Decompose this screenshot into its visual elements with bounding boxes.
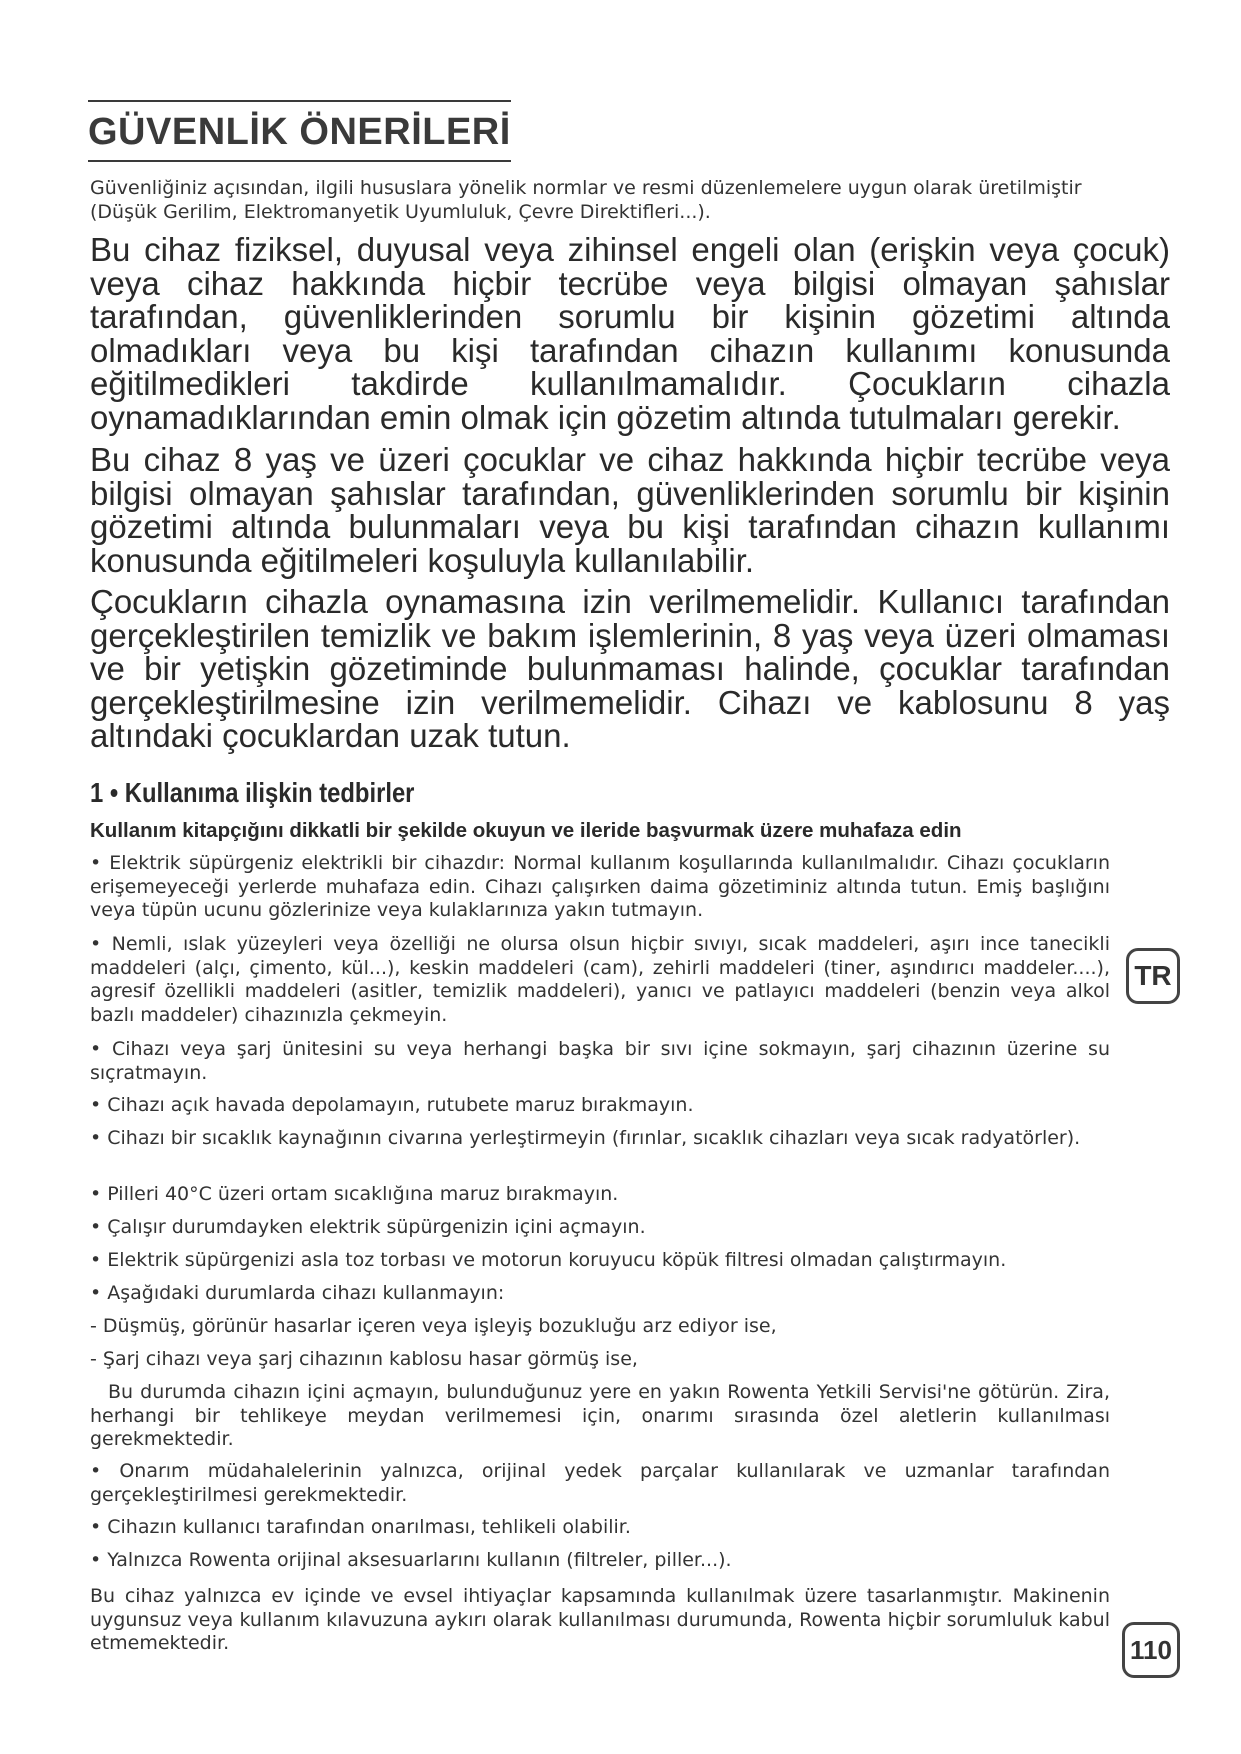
list-item: • Yalnızca Rowenta orijinal aksesuarlarını kullanın (filtreler, piller...). [90,1549,732,1571]
closing-paragraph: Bu cihaz yalnızca ev içinde ve evsel ihtiyaçlar kapsamında kullanılmak üzere tasarlanmıştır. Makinenin uygunsuz veya kullanım kılavuzuna aykırı olarak kullanılması durumunda, Rowenta hiçbir sorumluluk kabul etmemektedir. [90,1585,1110,1654]
list-item: • Aşağıdaki durumlarda cihazı kullanmayın: [90,1282,505,1304]
list-item: - Şarj cihazı veya şarj cihazının kablosu hasar görmüş ise, [90,1348,638,1370]
warning-paragraph-3: Çocukların cihazla oynamasına izin verilmemelidir. Kullanıcı tarafından gerçekleştirilen temizlik ve bakım işlemlerinin, 8 yaş veya üzeri olmaması ve bir yetişkin gözetiminde bulunmaması halinde, çocuklar tarafından gerçekleştirilmesine izin verilmemelidir. Cihazı ve kablosunu 8 yaş altındaki çocuklardan uzak tutun. [90,583,1170,754]
list-item: Bu durumda cihazın içini açmayın, bulunduğunuz yere en yakın Rowenta Yetkili Servisi'ne götürün. Zira, herhangi bir tehlikeye meydan verilmemesi için, onarımı sırasında özel aletlerin kullanılması gerekmektedir. [90,1381,1110,1450]
section-title: 1 • Kullanıma ilişkin tedbirler [90,777,415,808]
page-title: GÜVENLİK ÖNERİLERİ [88,100,511,162]
list-item: • Çalışır durumdayken elektrik süpürgenizin içini açmayın. [90,1216,646,1238]
list-item: - Düşmüş, görünür hasarlar içeren veya işleyiş bozukluğu arz ediyor ise, [90,1315,777,1337]
intro-paragraph: Güvenliğiniz açısından, ilgili hususlara yönelik normlar ve resmi düzenlemelere uygun olarak üretilmiştir (Düşük Gerilim, Elektromanyetik Uyumluluk, Çevre Direktifleri...). [90,177,1082,223]
list-item: • Elektrik süpürgeniz elektrikli bir cihazdır: Normal kullanım koşullarında kullanılmalıdır. Cihazı çocukların erişemeyeceği yerlerde muhafaza edin. Cihazı çalışırken daima gözetiminiz altında tutun. Emiş başlığını veya tüpün ucunu gözlerinize veya kulaklarınıza yakın tutmayın. [90,852,1110,921]
list-item: • Onarım müdahalelerinin yalnızca, orijinal yedek parçalar kullanılarak ve uzmanlar tarafından gerçekleştirilmesi gerekmektedir. [90,1460,1110,1506]
warning-paragraph-1: Bu cihaz fiziksel, duyusal veya zihinsel engeli olan (erişkin veya çocuk) veya cihaz hakkında hiçbir tecrübe veya bilgisi olmayan şahıslar tarafından, güvenliklerinden sorumlu bir kişinin gözetimi altında olmadıkları veya bu kişi tarafından cihazın kullanımı konusunda eğitilmedikleri takdirde kullanılmamalıdır. Çocukların cihazla oynamadıklarından emin olmak için gözetim altında tutulmaları gerekir. [90,231,1170,436]
list-item: • Elektrik süpürgenizi asla toz torbası ve motorun koruyucu köpük filtresi olmadan çalıştırmayın. [90,1249,1007,1271]
list-item: • Nemli, ıslak yüzeyleri veya özelliği ne olursa olsun hiçbir sıvıyı, sıcak maddeleri, aşırı ince tanecikli maddeleri (alçı, çimento, kül...), keskin maddeleri (cam), zehirli maddeleri (tiner, aşındırıcı maddeler....), agresif özellikli maddeleri (asitler, temizlik maddeleri), yanıcı ve patlayıcı maddeleri (benzin veya alkol bazlı maddeler) cihazınızla çekmeyin. [90,933,1110,1026]
list-item: • Pilleri 40°C üzeri ortam sıcaklığına maruz bırakmayın. [90,1183,619,1205]
section-subheading: Kullanım kitapçığını dikkatli bir şekilde okuyun ve ileride başvurmak üzere muhafaza edin [90,819,962,842]
language-badge: TR [1126,948,1180,1004]
page-number: 110 [1122,1622,1180,1678]
list-item: • Cihazı bir sıcaklık kaynağının civarına yerleştirmeyin (fırınlar, sıcaklık cihazları veya sıcak radyatörler). [90,1127,1081,1149]
list-item: • Cihazın kullanıcı tarafından onarılması, tehlikeli olabilir. [90,1516,631,1538]
warning-paragraph-2: Bu cihaz 8 yaş ve üzeri çocuklar ve cihaz hakkında hiçbir tecrübe veya bilgisi olmayan şahıslar tarafından, güvenliklerinden sorumlu bir kişinin gözetimi altında bulunmaları veya bu kişi tarafından cihazın kullanımı konusunda eğitilmeleri koşuluyla kullanılabilir. [90,441,1170,579]
list-item: • Cihazı veya şarj ünitesini su veya herhangi başka bir sıvı içine sokmayın, şarj cihazının üzerine su sıçratmayın. [90,1038,1110,1084]
list-item: • Cihazı açık havada depolamayın, rutubete maruz bırakmayın. [90,1094,694,1116]
